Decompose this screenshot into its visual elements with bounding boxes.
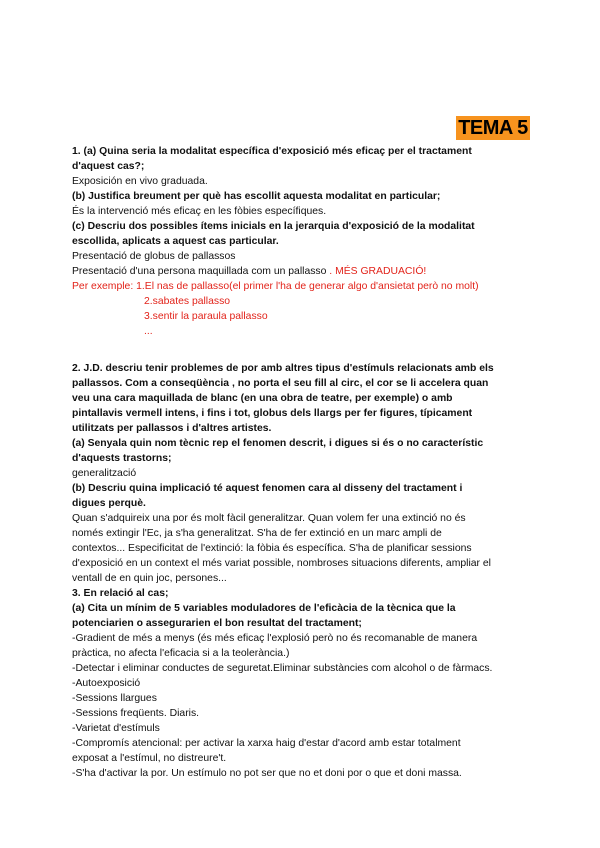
- q3-answer-line: -S'ha d'activar la por. Un estímulo no pot ser que no et doni por o que et doni massa.: [72, 768, 462, 779]
- q1-example-item: 2.sabates pallasso: [144, 296, 231, 307]
- q1a-answer: Exposición en vivo graduada.: [72, 176, 208, 187]
- q1b-question: (b) Justifica breument per què has escollit aquesta modalitat en particular;: [72, 191, 441, 202]
- q2-intro-line: pallassos. Com a conseqüència , no porta el seu fill al circ, el cor se li accelera quan: [72, 378, 489, 389]
- q3-answer-line: -Autoexposició: [72, 678, 141, 689]
- q2b-answer-line: Quan s'adquireix una por és molt fàcil generalitzar. Quan volem fer una extinció no és: [72, 513, 466, 524]
- q1-example-intro: Per exemple: 1.El nas de pallasso(el primer l'ha de generar algo d'ansietat però no molt): [72, 281, 479, 292]
- q2-intro-line: utilitzats per pallassos i d'altres artistes.: [72, 423, 272, 434]
- q2-intro-line: pintallavis vermell intens, i fins i tot, globus dels llargs per fer figures, típicament: [72, 408, 473, 419]
- q2a-question-line: (a) Senyala quin nom tècnic rep el fenomen descrit, i digues si és o no característic: [72, 438, 484, 449]
- tema-badge: TEMA 5: [456, 116, 530, 140]
- q1a-question-line: d'aquest cas?;: [72, 161, 145, 172]
- q1c-question-line: (c) Descriu dos possibles ítems inicials en la jerarquia d'exposició de la modalitat: [72, 221, 475, 232]
- q2b-answer-line: contextos... Especificitat de l'extinció: la fòbia és específica. S'ha de planificar sessions: [72, 543, 472, 554]
- q1b-answer: És la intervenció més eficaç en les fòbies específiques.: [72, 206, 327, 217]
- q1-example-item: 3.sentir la paraula pallasso: [144, 311, 268, 322]
- q3-answer-line: -Compromís atencional: per activar la xarxa haig d'estar d'acord amb estar totalment: [72, 738, 461, 749]
- q3a-question-line: potenciarien o assegurarien el bon resultat del tractament;: [72, 618, 362, 629]
- q2a-question-line: d'aquests trastorns;: [72, 453, 172, 464]
- q3a-question-line: (a) Cita un mínim de 5 variables moduladores de l'eficàcia de la tècnica que la: [72, 603, 456, 614]
- document-body: [72, 116, 532, 781]
- q1c-question-line: escollida, aplicats a aquest cas particular.: [72, 236, 279, 247]
- q3-answer-line: pràctica, no afecta l'eficacia si a la teolerància.): [72, 648, 290, 659]
- q1c-answer-2-line: [72, 264, 532, 279]
- q2-intro-line: veu una cara maquillada de blanc (en una obra de teatre, per exemple) o amb: [72, 393, 453, 404]
- q3-answer-line: exposat a l'estímul, no distreure't.: [72, 753, 227, 764]
- q2-intro-line: 2. J.D. descriu tenir problemes de por amb altres tipus d'estímuls relacionats amb els: [72, 363, 494, 374]
- q2b-answer-line: ventall de en quin joc, persones...: [72, 573, 227, 584]
- q2b-question-line: digues perquè.: [72, 498, 146, 509]
- q2a-answer: generalització: [72, 468, 137, 479]
- q1a-question-line: 1. (a) Quina seria la modalitat específica d'exposició més eficaç per el tractament: [72, 146, 472, 157]
- q1c-answer-2: Presentació d'una persona maquillada com un pallasso: [72, 266, 327, 277]
- q1-example-item: ...: [144, 326, 153, 337]
- q3-answer-line: -Detectar i eliminar conductes de seguretat.Eliminar substàncies com alcohol o de fàrmacs.: [72, 663, 493, 674]
- q3-intro: 3. En relació al cas;: [72, 588, 169, 599]
- q3-answer-line: -Gradient de més a menys (és més eficaç l'explosió però no és recomanable de manera: [72, 633, 478, 644]
- q3-answer-line: -Sessions llargues: [72, 693, 157, 704]
- q1c-answer-2-note: . MÉS GRADUACIÓ!: [326, 266, 427, 277]
- q1c-answer-1: Presentació de globus de pallassos: [72, 251, 236, 262]
- q2b-answer-line: només extingir l'Ec, ja s'ha generalitzat. S'ha de fer extinció en un marc ampli de: [72, 528, 442, 539]
- q3-answer-line: -Sessions freqüents. Diaris.: [72, 708, 200, 719]
- q2b-question-line: (b) Descriu quina implicació té aquest fenomen cara al disseny del tractament i: [72, 483, 463, 494]
- q2b-answer-line: d'exposició en un context el més variat possible, nombroses situacions diferents, ampliar el: [72, 558, 491, 569]
- q3-answer-line: -Varietat d'estímuls: [72, 723, 160, 734]
